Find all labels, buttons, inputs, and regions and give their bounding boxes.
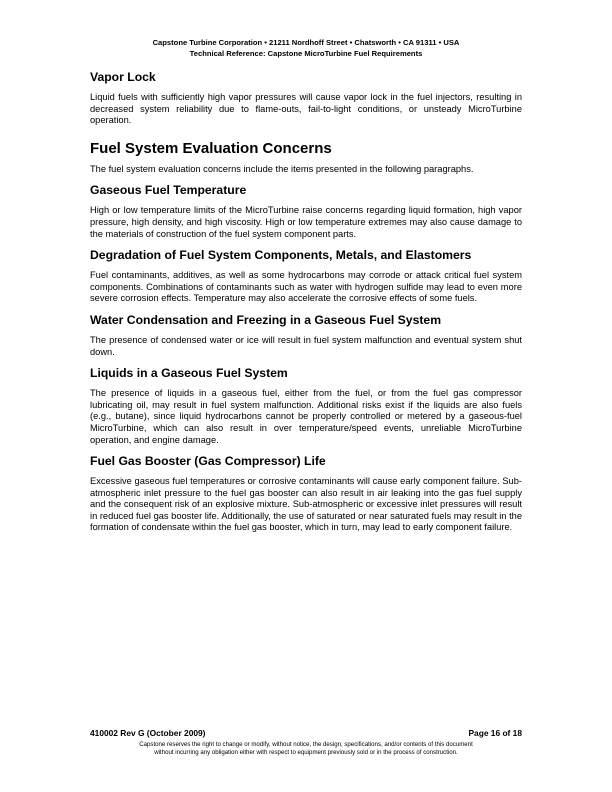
para-gaseous-temp: High or low temperature limits of the MicroTurbine raise concerns regarding liquid formation, high vapor pressure, high density, and high viscosity. High or low temperature extremes may also cause damage to the materials of construction of the fuel system component parts. [90,205,522,239]
header-reference: Technical Reference: Capstone MicroTurbine Fuel Requirements [189,49,423,58]
page-number: Page 16 of 18 [468,728,522,738]
heading-booster: Fuel Gas Booster (Gas Compressor) Life [90,454,326,469]
para-degradation: Fuel contaminants, additives, as well as some hydrocarbons may corrode or attack critical fuel system components. Combinations of contaminants such as water with hydrogen sulfide may lead to even more severe corrosion effects. Temperature may also accelerate the corrosive effects of some fuels. [90,270,522,304]
para-liquids: The presence of liquids in a gaseous fuel, either from the fuel, or from the fuel gas compressor lubricating oil, may result in fuel system malfunction. Additional risks exist if the liquids are also fuels (e.g., butane), since liquid hydrocarbons cannot be properly controlled or metered by a gaseous-fuel MicroTurbine, which can also result in over temperature/speed events, unreliable MicroTurbine operation, and engine damage. [90,388,522,445]
para-vapor-lock: Liquid fuels with sufficiently high vapor pressures will cause vapor lock in the fuel injectors, resulting in decreased system reliability due to flame-outs, fail-to-light conditions, or unsteady MicroTurbine operation. [90,92,522,126]
heading-vapor-lock: Vapor Lock [90,70,156,84]
heading-evaluation: Fuel System Evaluation Concerns [90,139,332,157]
page-header [90,37,522,59]
disclaimer-line-2: without incurring any obligation either with respect to equipment previously sold or in the process of construction. [154,749,458,757]
page-footer [90,728,522,758]
heading-water: Water Condensation and Freezing in a Gaseous Fuel System [90,312,442,327]
para-water: The presence of condensed water or ice will result in fuel system malfunction and eventual system shut down. [90,334,522,357]
para-booster: Excessive gaseous fuel temperatures or corrosive contaminants will cause early component failure. Sub-atmospheric inlet pressure to the fuel gas booster can also result in air leaking into the gas fuel supply and the consequent risk of an explosive mixture. Sub-atmospheric or excessive inlet pressures will result in reduced fuel gas booster life. Additionally, the use of saturated or near saturated fuels may result in the formation of condensate within the fuel gas booster, which in turn, may lead to early component failure. [90,476,522,533]
para-evaluation: The fuel system evaluation concerns include the items presented in the following paragraphs. [90,163,474,174]
header-address: Capstone Turbine Corporation • 21211 Nordhoff Street • Chatsworth • CA 91311 • USA [152,38,460,47]
footer-disclaimer [90,741,522,758]
heading-gaseous-temp: Gaseous Fuel Temperature [90,183,247,198]
page-content [90,70,522,542]
disclaimer-line-1: Capstone reserves the right to change or modify, without notice, the design, specifications, and/or contents of this document [139,741,473,748]
heading-degradation: Degradation of Fuel System Components, Metals, and Elastomers [90,248,472,263]
heading-liquids: Liquids in a Gaseous Fuel System [90,366,288,381]
doc-revision: 410002 Rev G (October 2009) [90,728,206,738]
footer-row [90,728,522,739]
